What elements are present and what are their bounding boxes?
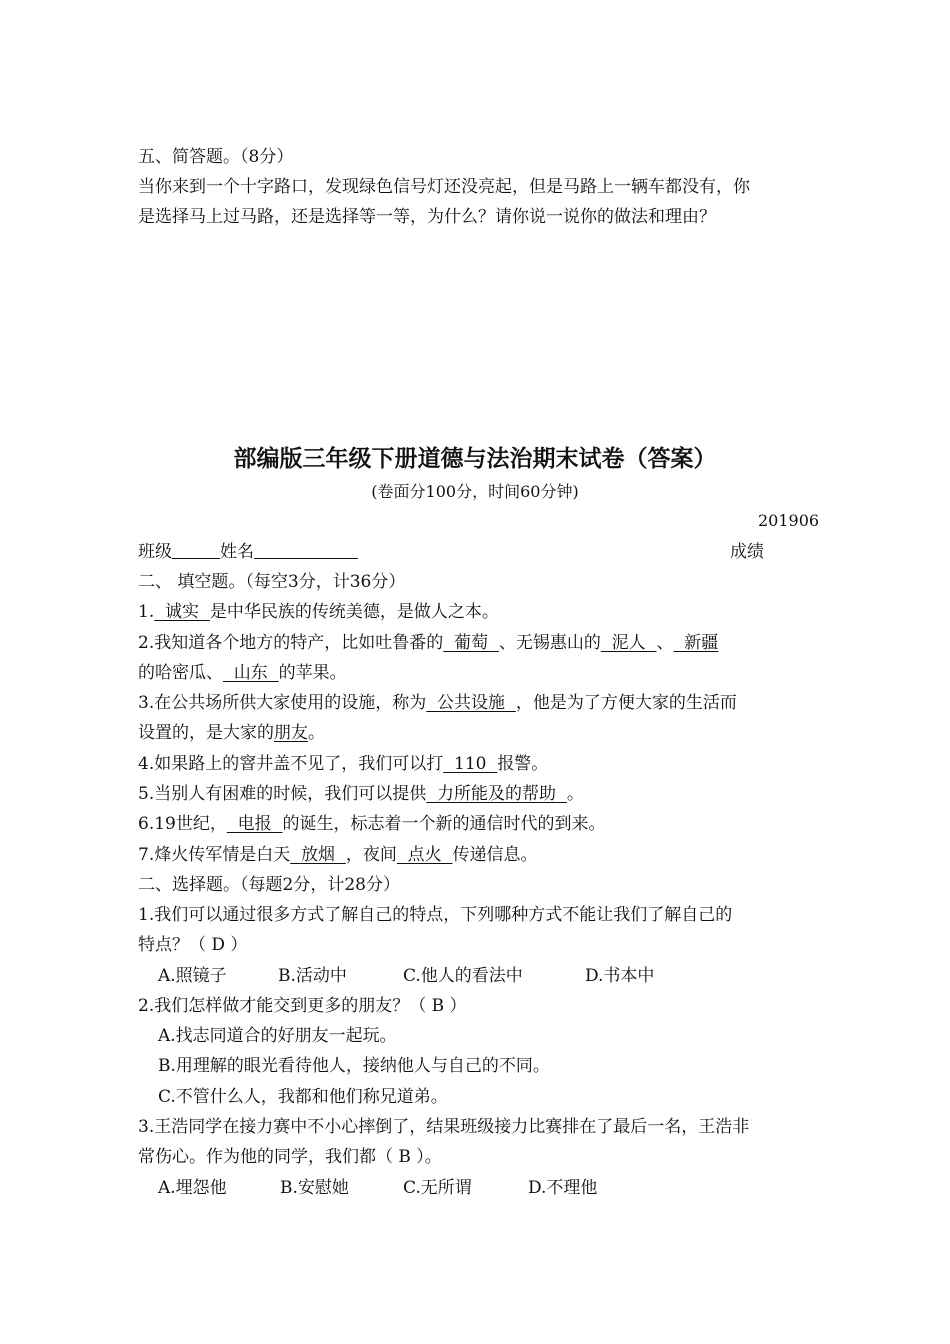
choice-q2-option-a: A.找志同道合的好朋友一起玩。 xyxy=(158,1026,397,1046)
fill-q5 xyxy=(138,782,818,806)
class-label: 班级 xyxy=(138,542,172,562)
choice-q2-line1: 2.我们怎样做才能交到更多的朋友？（ B ） xyxy=(138,996,467,1016)
fill-q6-text: 6.19世纪， xyxy=(138,814,227,834)
fill-heading: 二、 填空题。（每空3分，计36分） xyxy=(138,572,406,592)
fill-q2-text: 2.我知道各个地方的特产，比如吐鲁番的 xyxy=(138,633,444,653)
fill-q4 xyxy=(138,752,818,776)
fill-q6-text-end: 的诞生，标志着一个新的通信时代的到来。 xyxy=(282,814,606,834)
fill-q2-text-mid1: 、无锡惠山的 xyxy=(498,633,601,653)
fill-q3-text-mid: ，他是为了方便大家的生活而 xyxy=(515,693,737,713)
fill-q7-answer2: 点火 xyxy=(396,845,453,865)
fill-q1 xyxy=(138,600,818,624)
choice-q3-line1: 3.王浩同学在接力赛中不小心摔倒了，结果班级接力比赛排在了最后一名，王浩非 xyxy=(138,1117,750,1137)
score-label: 成绩 xyxy=(730,542,764,562)
exam-date: 201906 xyxy=(758,511,820,530)
name-blank xyxy=(254,540,358,559)
name-label: 姓名 xyxy=(220,542,254,562)
fill-q7-text-end: 传递信息。 xyxy=(452,845,538,865)
choice-q1-line1: 1.我们可以通过很多方式了解自己的特点，下列哪种方式不能让我们了解自己的 xyxy=(138,905,733,925)
fill-q2-line2 xyxy=(138,661,818,685)
fill-q4-answer: 110 xyxy=(443,754,498,774)
fill-q3-answer2: 朋友 xyxy=(274,723,308,743)
exam-subtitle: (卷面分100分，时间60分钟) xyxy=(371,482,579,501)
choice-q1-option-a: A.照镜子 xyxy=(158,966,227,986)
choice-q3-option-b: B.安慰她 xyxy=(280,1178,349,1198)
choice-q1-option-d: D.书本中 xyxy=(585,966,655,986)
fill-q6 xyxy=(138,812,818,836)
class-blank xyxy=(172,540,220,559)
choice-q1-option-b: B.活动中 xyxy=(278,966,347,986)
fill-q2-text-end: 的苹果。 xyxy=(278,663,347,683)
fill-q2-answer3: 新疆 xyxy=(673,633,719,653)
choice-q3-line2: 常伤心。作为他的同学，我们都（ B ）。 xyxy=(138,1147,442,1167)
fill-q2-answer2: 泥人 xyxy=(600,633,657,653)
fill-q3-line1 xyxy=(138,691,818,715)
choice-q3-option-a: A.埋怨他 xyxy=(158,1178,227,1198)
fill-q2-answer1: 葡萄 xyxy=(443,633,499,653)
exam-title: 部编版三年级下册道德与法治期末试卷（答案） xyxy=(233,445,717,472)
fill-q3-text-line2: 设置的，是大家的 xyxy=(138,723,274,743)
fill-q1-answer: 诚实 xyxy=(154,602,210,622)
section5-question-line2: 是选择马上过马路，还是选择等一等，为什么？请你说一说你的做法和理由？ xyxy=(138,207,716,227)
section5-heading: 五、简答题。（8分） xyxy=(138,147,294,167)
fill-q3-answer1: 公共设施 xyxy=(426,693,516,713)
fill-q2-line1 xyxy=(138,631,818,655)
fill-q5-answer: 力所能及的帮助 xyxy=(426,784,567,804)
fill-q2-answer4: 山东 xyxy=(223,663,279,683)
fill-q3-text-end: 。 xyxy=(308,723,325,743)
section5-question-line1: 当你来到一个十字路口，发现绿色信号灯还没亮起，但是马路上一辆车都没有，你 xyxy=(138,177,750,197)
choice-q1-line2: 特点？（ D ） xyxy=(138,935,248,955)
fill-q1-text: 1. xyxy=(138,602,155,622)
fill-q1-text-end: 是中华民族的传统美德，是做人之本。 xyxy=(209,602,499,622)
choice-q2-option-b: B.用理解的眼光看待他人，接纳他人与自己的不同。 xyxy=(158,1056,550,1076)
fill-q5-text-end: 。 xyxy=(566,784,584,804)
fill-q7 xyxy=(138,843,818,867)
fill-q4-text: 4.如果路上的窨井盖不见了，我们可以打 xyxy=(138,754,444,774)
choice-q1-option-c: C.他人的看法中 xyxy=(403,966,523,986)
fill-q7-text: 7.烽火传军情是白天 xyxy=(138,845,291,865)
fill-q2-text-mid2: 、 xyxy=(656,633,674,653)
fill-q4-text-end: 报警。 xyxy=(497,754,549,774)
fill-q7-answer1: 放烟 xyxy=(290,845,346,865)
fill-q5-text: 5.当别人有困难的时候，我们可以提供 xyxy=(138,784,427,804)
choice-q2-option-c: C.不管什么人，我都和他们称兄道弟。 xyxy=(158,1087,448,1107)
fill-q3-line2 xyxy=(138,721,818,745)
fill-q7-text-mid: ，夜间 xyxy=(345,845,397,865)
choice-q3-option-d: D.不理他 xyxy=(528,1178,598,1198)
student-info-row xyxy=(138,540,818,564)
fill-q6-answer: 电报 xyxy=(226,814,283,834)
fill-q2-text-line2: 的哈密瓜、 xyxy=(138,663,223,683)
choice-q3-option-c: C.无所谓 xyxy=(403,1178,472,1198)
choice-heading: 二、选择题。（每题2分，计28分） xyxy=(138,875,400,895)
fill-q3-text: 3.在公共场所供大家使用的设施，称为 xyxy=(138,693,427,713)
